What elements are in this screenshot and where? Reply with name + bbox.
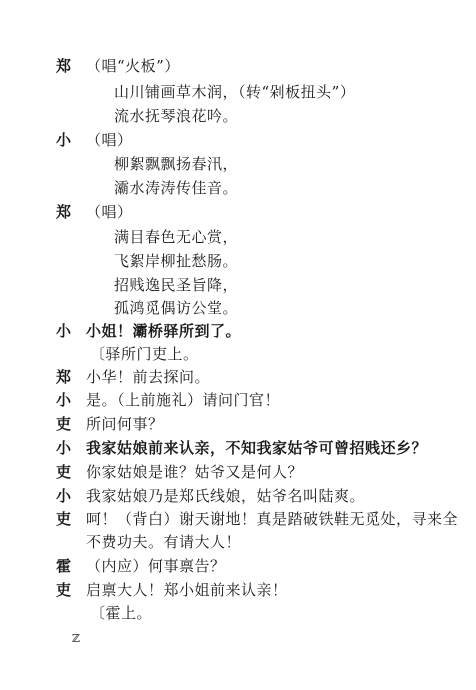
- dialogue-line: （内应）何事禀告？: [86, 557, 226, 575]
- dialogue-line: 我家姑娘前来认亲，不知我家姑爷可曾招贱还乡？: [86, 439, 428, 457]
- stage-direction: （唱）: [86, 203, 133, 221]
- dialogue-line: 呵！（背白）谢天谢地！真是踏破铁鞋无觅处，寻来全: [86, 510, 459, 528]
- verse-line: 招贱逸民圣旨降，: [114, 276, 239, 294]
- speaker-label: 郑: [56, 57, 72, 75]
- verse-line: 流水抚琴浪花吟。: [114, 107, 239, 125]
- dialogue-line: 所问何事？: [86, 415, 164, 433]
- verse-line: 孤鸿觅偶访公堂。: [114, 299, 239, 317]
- dialogue-line: 我家姑娘乃是郑氏线娘，姑爷名叫陆爽。: [86, 487, 366, 505]
- stage-direction: （唱“火板”）: [86, 57, 180, 75]
- speaker-label: 吏: [56, 463, 72, 481]
- dialogue-line: 启禀大人！郑小姐前来认亲！: [86, 581, 288, 599]
- dialogue-line: 小姐！灞桥驿所到了。: [86, 322, 242, 340]
- page-footer-mark: ℤ: [72, 632, 81, 645]
- verse-line: 满目春色无心赏，: [114, 228, 239, 246]
- verse-line: 柳絮飘飘扬春汛，: [114, 155, 239, 173]
- dialogue-line: 是。（上前施礼）请问门官！: [86, 391, 281, 409]
- speaker-label: 小: [56, 391, 72, 409]
- dialogue-line: 小华！前去探问。: [86, 368, 211, 386]
- speaker-label: 吏: [56, 415, 72, 433]
- verse-line: 山川铺画草木润，（转“剁板扭头”）: [114, 83, 356, 101]
- speaker-label: 小: [56, 439, 72, 457]
- speaker-label: 小: [56, 487, 72, 505]
- stage-direction: 〔霍上。: [90, 604, 153, 622]
- speaker-label: 郑: [56, 368, 72, 386]
- stage-direction: 〔驿所门吏上。: [90, 345, 199, 363]
- dialogue-line: 不费功夫。有请大人！: [86, 533, 242, 551]
- speaker-label: 小: [56, 131, 72, 149]
- speaker-label: 小: [56, 322, 72, 340]
- speaker-label: 郑: [56, 203, 72, 221]
- speaker-label: 吏: [56, 510, 72, 528]
- verse-line: 飞絮岸柳扯愁肠。: [114, 252, 239, 270]
- speaker-label: 吏: [56, 581, 72, 599]
- stage-direction: （唱）: [86, 131, 133, 149]
- speaker-label: 霍: [56, 557, 72, 575]
- verse-line: 灞水涛涛传佳音。: [114, 179, 239, 197]
- dialogue-line: 你家姑娘是谁？姑爷又是何人？: [86, 463, 304, 481]
